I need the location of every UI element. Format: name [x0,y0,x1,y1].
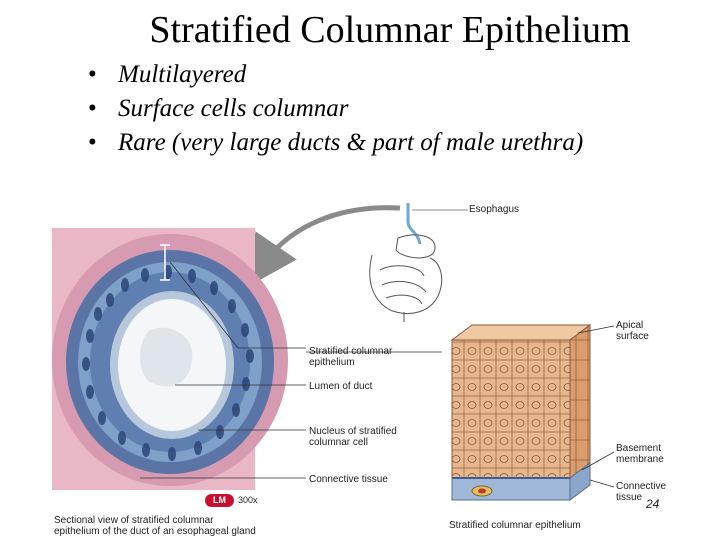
label-basement-line1: Basement [616,443,662,454]
digestive-tract-sketch [370,203,442,322]
label-basement-line2: membrane [616,454,664,465]
label-connective-diagram-line2: tissue [616,492,643,503]
label-apical-line1: Apical [616,320,644,331]
label-nucleus-line2: columnar cell [309,437,368,448]
magnification-label: 300x [238,495,258,505]
bullet-item: • Multilayered [88,58,583,92]
bullet-item: • Surface cells columnar [88,92,583,126]
micrograph-image [52,228,288,490]
diagram-caption: Stratified columnar epithelium [449,520,581,531]
micrograph-caption-line1: Sectional view of stratified columnar [54,515,214,526]
pointer-arrow [262,208,400,266]
micrograph-caption-line2: epithelium of the duct of an esophageal gland [54,526,256,537]
esophagus-label: Esophagus [469,204,520,215]
label-nucleus-line1: Nucleus of stratified [309,426,397,437]
label-connective-micrograph: Connective tissue [309,474,388,485]
label-apical-line2: surface [616,331,649,342]
label-epithelium-line1: Stratified columnar [309,346,393,357]
epithelium-block-diagram [452,325,590,500]
label-epithelium-line2: epithelium [309,357,355,368]
label-lumen: Lumen of duct [309,381,373,392]
page-number: 24 [646,497,660,511]
label-connective-diagram-line1: Connective [616,481,667,492]
slide-title: Stratified Columnar Epithelium [149,9,631,51]
lm-badge: LM [205,494,234,507]
bullet-item: • Rare (very large ducts & part of male urethra) [88,126,583,160]
